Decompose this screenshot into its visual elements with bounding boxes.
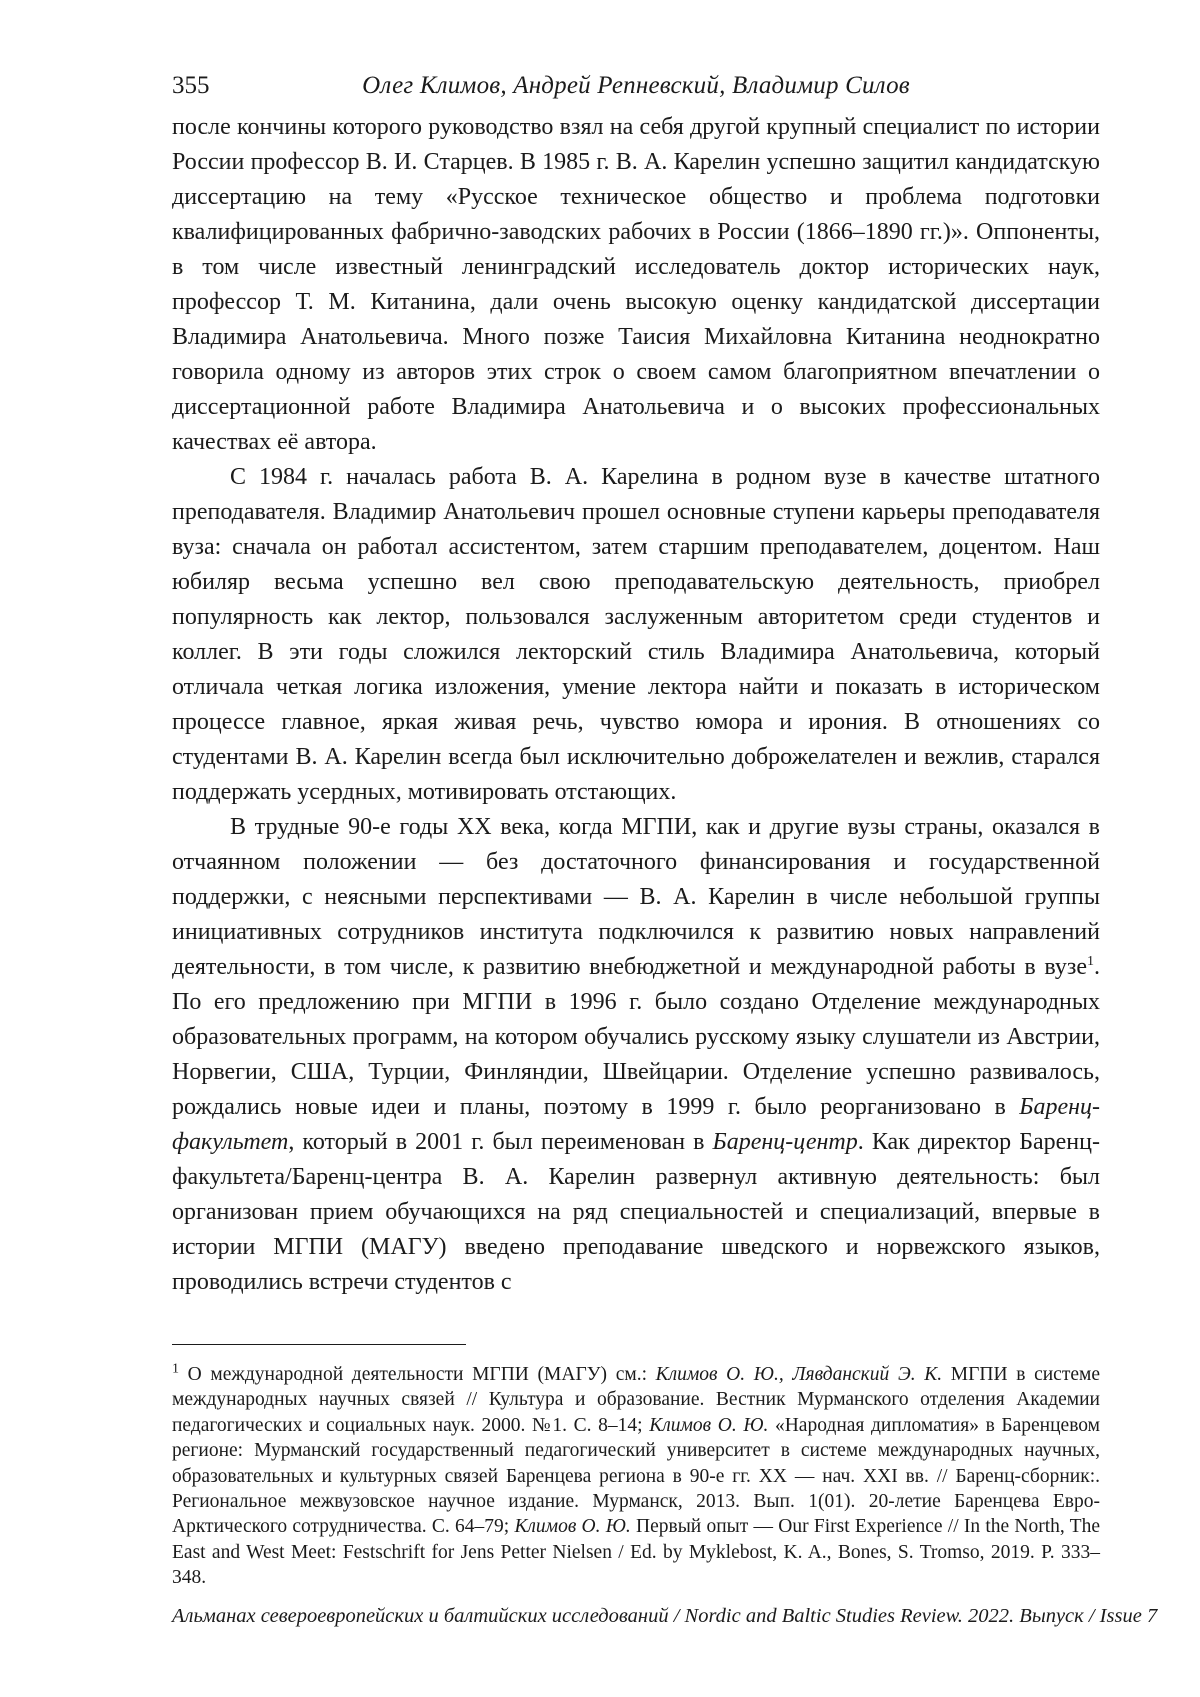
footnote-reference[interactable]: 1 xyxy=(1087,954,1094,969)
running-header-authors: Олег Климов, Андрей Репневский, Владимир Силов xyxy=(362,72,910,99)
paragraph-1: после кончины которого руководство взял на себя другой крупный специалист по истории России профессор В. И. Старцев. В 1985 г. В. А. Карелин успешно защитил кандидатскую диссертацию на тему «Русское техническое общество и проблема подготовки квалифицированных фабрично-заводских рабочих в России (1866–1890 гг.)». Оппоненты, в том числе известный ленинградский исследователь доктор исторических наук, профессор Т. М. Китанина, дали очень высокую оценку кандидатской диссертации Владимира Анатольевича. Много позже Таисия Михайловна Китанина неоднократно говорила одному из авторов этих строк о своем самом благоприятном впечатлении о диссертационной работе Владимира Анатольевича и о высоких профессиональных качествах её автора. xyxy=(172,114,1100,455)
paragraph-3-text-b: . По его предложению при МГПИ в 1996 г. было создано Отделение международных образовательных программ, на котором обучались русскому языку слушатели из Австрии, Норвегии, США, Турции, Финляндии, Швейцарии. Отделение успешно развивалось, рождались новые идеи и планы, поэтому в 1999 г. было реорганизовано в xyxy=(172,954,1100,1120)
footnote-author-3: Климов О. Ю. xyxy=(514,1516,631,1538)
footnote-text-4: Первый опыт — Our First Experience // In the North, The East and West Meet: Festschrift for Jens Petter Nielsen / Ed. by Myklebost, K. A., Bones, S. Tromso, 2019. P. 333–348. xyxy=(172,1516,1100,1589)
footnote-text-1: О международной деятельности МГПИ (МАГУ) см.: xyxy=(179,1364,656,1385)
footnote-author-2: Климов О. Ю. xyxy=(649,1414,769,1436)
footnote-divider xyxy=(172,1344,466,1345)
paragraph-3 xyxy=(172,810,1100,1300)
footnote-text-2: МГПИ в системе международных научных связей // Культура и образование. Вестник Мурманского отделения Академии педагогических и социальных наук. 2000. №1. С. 8–14; xyxy=(172,1364,1100,1436)
footnote xyxy=(172,1362,1100,1591)
paragraph-3-text-a: В трудные 90-е годы XX века, когда МГПИ, как и другие вузы страны, оказался в отчаянном положении — без достаточного финансирования и государственной поддержки, с неясными перспективами — В. А. Карелин в числе небольшой группы инициативных сотрудников института подключился к развитию новых направлений деятельности, в том числе, к развитию внебюджетной и международной работы в вузе xyxy=(172,814,1100,980)
running-header xyxy=(172,68,1100,104)
footnote-author-1: Климов О. Ю., Лявданский Э. К. xyxy=(655,1364,943,1385)
paragraph-3-text-c: , который в 2001 г. был переименован в xyxy=(288,1129,713,1155)
running-footer: Альманах североевропейских и балтийских исследований / Nordic and Baltic Studies Review. 2022. Выпуск / Issue 7 xyxy=(172,1605,1158,1627)
paragraph-3-italic-barents-center: Баренц-центр xyxy=(712,1129,858,1155)
footnote-1 xyxy=(172,1362,1100,1591)
paragraph-3-italic-barents-faculty: Баренц-факультет xyxy=(172,1094,1100,1155)
paragraph-3-text-d: . Как директор Баренц-факультета/Баренц-центра В. А. Карелин развернул активную деятельность: был организован прием обучающихся на ряд специальностей и специализаций, впервые в истории МГПИ (МАГУ) введено преподавание шведского и норвежского языков, проводились встречи студентов с xyxy=(172,1129,1100,1295)
page-number: 355 xyxy=(172,72,210,99)
paragraph-2: С 1984 г. началась работа В. А. Карелина в родном вузе в качестве штатного преподавателя. Владимир Анатольевич прошел основные ступени карьеры преподавателя вуза: сначала он работал ассистентом, затем старшим преподавателем, доцентом. Наш юбиляр весьма успешно вел свою преподавательскую деятельность, приобрел популярность как лектор, пользовался заслуженным авторитетом среди студентов и коллег. В эти годы сложился лекторский стиль Владимира Анатольевича, который отличала четкая логика изложения, умение лектора найти и показать в историческом процессе главное, яркая живая речь, чувство юмора и ирония. В отношениях со студентами В. А. Карелин всегда был исключительно доброжелателен и вежлив, старался поддержать усердных, мотивировать отстающих. xyxy=(172,464,1100,805)
body-text xyxy=(172,110,1100,1300)
footnote-marker: 1 xyxy=(172,1361,179,1377)
footnote-text-3: «Народная дипломатия» в Баренцевом регионе: Мурманский государственный педагогический университет в системе международных научных, образовательных и культурных связей Баренцева региона в 90-е гг. XX — нач. XXI вв. // Баренц-сборник:. Региональное межвузовское научное издание. Мурманск, 2013. Вып. 1(01). 20-летие Баренцева Евро-Арктического сотрудничества. С. 64–79; xyxy=(172,1414,1100,1538)
